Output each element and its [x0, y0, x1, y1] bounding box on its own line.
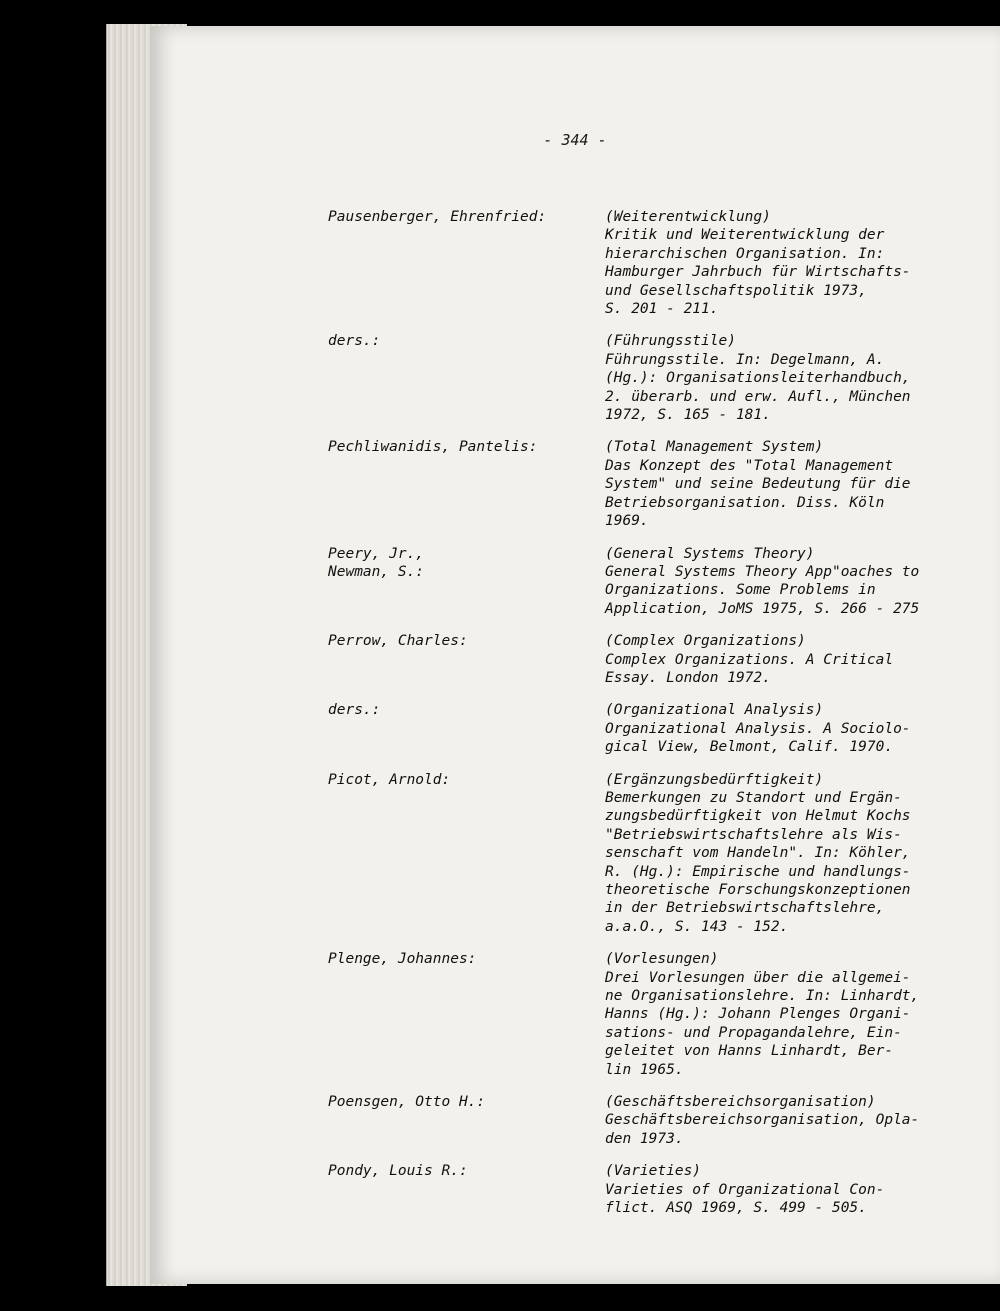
entry-citation: (Total Management System) Das Konzept des "Total Management System" und seine Bedeutung für die Betriebsorganisation. Diss. Köln 1969.: [605, 439, 911, 530]
bibliography-entry: [328, 950, 978, 1079]
entry-author: Picot, Arnold:: [328, 771, 451, 788]
bibliography-entry: [328, 632, 978, 687]
entry-author: ders.:: [328, 702, 381, 719]
bibliography-entry: [328, 438, 978, 530]
page-number: - 344 -: [543, 131, 607, 149]
entry-citation: (General Systems Theory) General Systems Theory App"oaches to Organizations. Some Problems in Application, JoMS 1975, S. 266 - 275: [605, 545, 920, 617]
bibliography-entry: [328, 545, 978, 619]
bibliography-entry: [328, 1162, 978, 1217]
entry-citation: (Führungsstile) Führungsstile. In: Degelmann, A. (Hg.): Organisationsleiterhandbuch, 2. überarb. und erw. Aufl., München 1972, S. 165 - 181.: [605, 333, 911, 424]
entry-citation: (Complex Organizations) Complex Organizations. A Critical Essay. London 1972.: [605, 633, 894, 686]
entry-citation: (Weiterentwicklung) Kritik und Weiterentwicklung der hierarchischen Organisation. In: Hamburger Jahrbuch für Wirtschafts- und Gesellschaftspolitik 1973, S. 201 - 211.: [605, 209, 911, 318]
bibliography-entry: [328, 332, 978, 424]
entry-author: ders.:: [328, 333, 381, 350]
entry-citation: (Ergänzungsbedürftigkeit) Bemerkungen zu Standort und Ergän- zungsbedürftigkeit von Helmut Kochs "Betriebswirtschaftslehre als Wis- senschaft vom Handeln". In: Köhler, R. (Hg.): Empirische und handlungs- theoretische Forschungskonzeptionen in der Betriebswirtschaftslehre, a.a.O., S. 143 - 152.: [605, 771, 911, 935]
entry-citation: (Vorlesungen) Drei Vorlesungen über die allgemei- ne Organisationslehre. In: Linhardt, Hanns (Hg.): Johann Plenges Organi- sations- und Propagandalehre, Ein- geleitet von Hanns Linhardt, Ber- lin 1965.: [605, 951, 920, 1078]
entry-citation: (Varieties) Varieties of Organizational Con- flict. ASQ 1969, S. 499 - 505.: [605, 1163, 885, 1217]
entry-author: Pechliwanidis, Pantelis:: [328, 439, 538, 456]
entry-author: Plenge, Johannes:: [328, 951, 477, 968]
entry-author: Poensgen, Otto H.:: [328, 1094, 486, 1111]
entry-author: Pausenberger, Ehrenfried:: [328, 209, 547, 225]
bibliography-entry: [328, 701, 978, 756]
entry-citation: (Geschäftsbereichsorganisation) Geschäftsbereichsorganisation, Opla- den 1973.: [605, 1094, 920, 1147]
bibliography-entry: [328, 208, 978, 318]
entry-author: Peery, Jr., Newman, S.:: [328, 545, 425, 580]
entry-citation: (Organizational Analysis) Organizational Analysis. A Sociolo- gical View, Belmont, Calif. 1970.: [605, 702, 911, 756]
entry-author: Pondy, Louis R.:: [328, 1163, 468, 1180]
bibliography-list: [328, 208, 978, 1232]
bibliography-entry: [328, 1093, 978, 1148]
entry-author: Perrow, Charles:: [328, 633, 468, 650]
bibliography-entry: [328, 771, 978, 937]
